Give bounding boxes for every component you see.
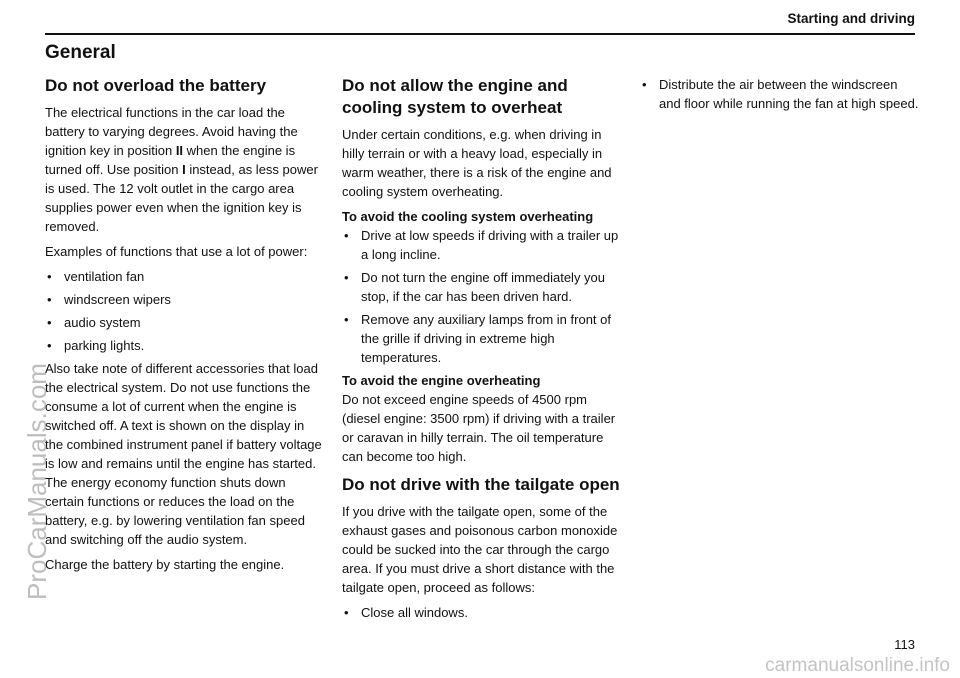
overheat-heading: Do not allow the engine and cooling system to overheat [342, 76, 568, 117]
list-item: • audio system [45, 313, 325, 332]
position-ii: II [175, 143, 184, 158]
header-rule [45, 33, 915, 35]
list-item: • Do not turn the engine off immediately you stop, if the car has been driven hard. [342, 268, 620, 306]
list-item: • ventilation fan [45, 267, 325, 286]
column-continued [640, 75, 920, 117]
battery-intro: The electrical functions in the car load the battery to varying degrees. Avoid having the ignition key in position II when the engine is turned off. Use position I instead, as less power is used. The 12 volt outlet in the cargo area supplies power even when the ignition key is removed. [45, 105, 318, 234]
examples-list [45, 267, 325, 355]
list-item: • Distribute the air between the windscreen and floor while running the fan at high speed. [640, 75, 920, 113]
section-header: Starting and driving [787, 11, 915, 26]
tailgate-heading: Do not drive with the tailgate open [342, 475, 620, 494]
column-battery [45, 75, 325, 580]
engine-text: Do not exceed engine speeds of 4500 rpm (diesel engine: 3500 rpm) if driving with a trailer or caravan in hilly terrain. The oil temperature can become too high. [342, 392, 616, 464]
list-item: • Drive at low speeds if driving with a trailer up a long incline. [342, 226, 620, 264]
battery-heading: Do not overload the battery [45, 76, 267, 95]
list-item: • Remove any auxiliary lamps from in front of the grille if driving in extreme high temperatures. [342, 310, 620, 367]
cooling-subheading: To avoid the cooling system overheating [342, 209, 594, 224]
accessories-paragraph: Also take note of different accessories that load the electrical system. Do not use functions the consume a lot of current when the engine is switched off. A text is shown on the display in the combined instrument panel if battery voltage is low and remains until the engine has started. The energy economy function shuts down certain functions or reduces the load on the battery, e.g. by lowering ventilation fan speed and switching off the audio system. [45, 361, 322, 547]
tailgate-list-continued [640, 75, 920, 113]
overheat-intro: Under certain conditions, e.g. when driving in hilly terrain or with a heavy load, especially in warm weather, there is a risk of the engine and cooling system overheating. [342, 127, 612, 199]
tailgate-list [342, 603, 620, 622]
engine-subheading: To avoid the engine overheating [342, 373, 541, 388]
watermark-bottom: carmanualsonline.info [765, 655, 950, 676]
list-item: • parking lights. [45, 336, 325, 355]
watermark-side: ProCarManuals.com [22, 363, 52, 600]
column-overheat [342, 75, 620, 626]
tailgate-intro: If you drive with the tailgate open, some of the exhaust gases and poisonous carbon monoxide could be sucked into the car through the cargo area. If you must drive a short distance with the tailgate open, proceed as follows: [342, 504, 618, 595]
page-number: 113 [894, 637, 915, 652]
list-item: • Close all windows. [342, 603, 620, 622]
page-title: General [45, 42, 116, 63]
charge-paragraph: Charge the battery by starting the engine. [45, 557, 285, 572]
position-i: I [182, 162, 186, 177]
examples-lead: Examples of functions that use a lot of power: [45, 244, 308, 259]
cooling-list [342, 226, 620, 367]
list-item: • windscreen wipers [45, 290, 325, 309]
